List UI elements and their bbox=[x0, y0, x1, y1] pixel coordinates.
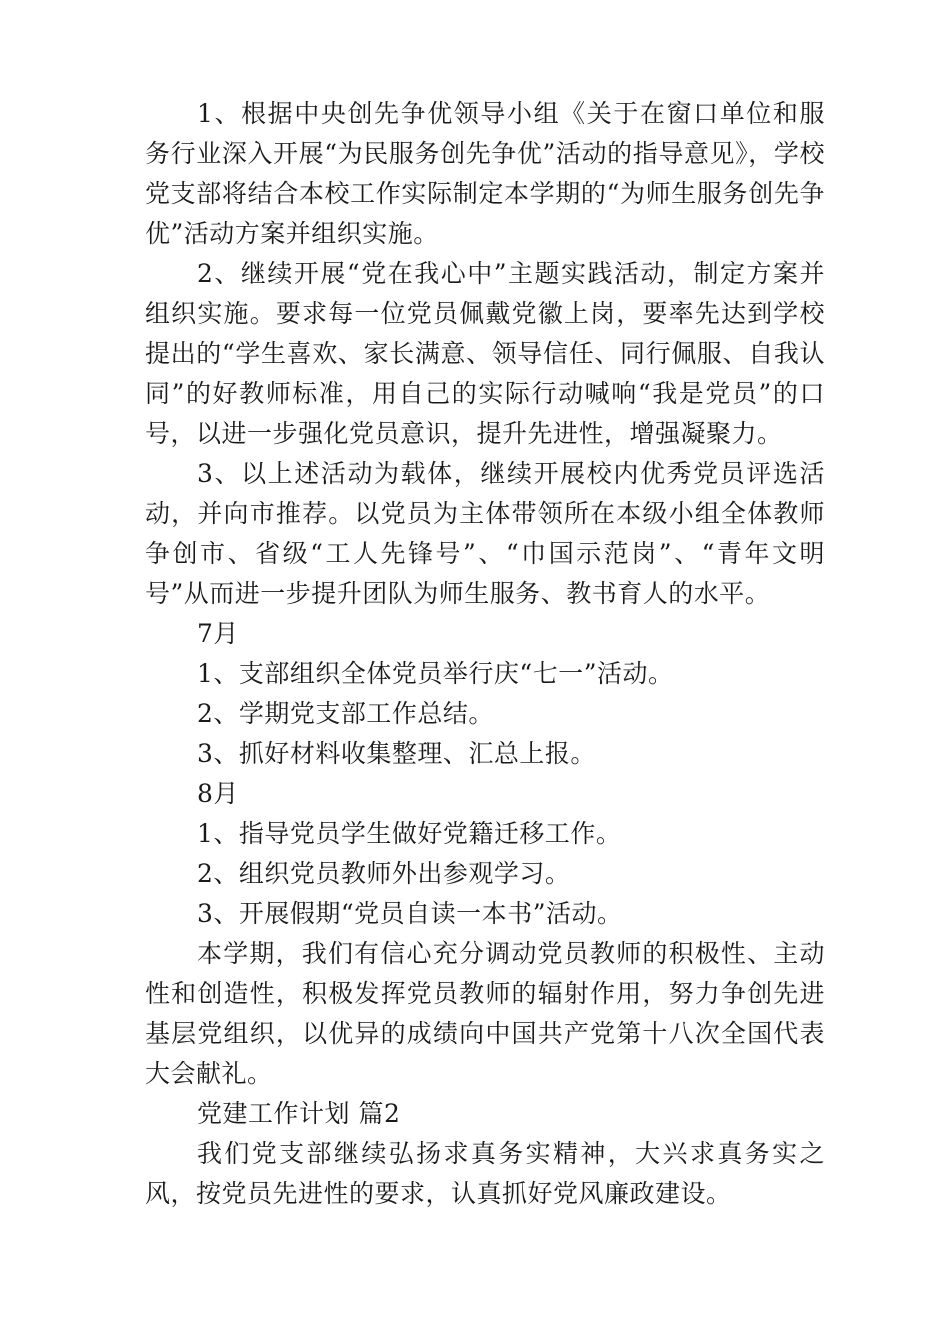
paragraph-item-1: 1、根据中央创先争优领导小组《关于在窗口单位和服务行业深入开展“为民服务创先争优”活动的指导意见》，学校党支部将结合本校工作实际制定本学期的“为师生服务创先争优”活动方案并组织实施。 bbox=[145, 99, 825, 248]
month-heading-july: 7月 bbox=[197, 619, 239, 648]
paragraph-item-2: 2、继续开展“党在我心中”主题实践活动，制定方案并组织实施。要求每一位党员佩戴党徽上岗，要率先达到学校提出的“学生喜欢、家长满意、领导信任、同行佩服、自我认同”的好教师标准，用自己的实际行动喊响“我是党员”的口号，以进一步强化党员意识，提升先进性，增强凝聚力。 bbox=[145, 259, 825, 448]
month-heading-august: 8月 bbox=[197, 779, 239, 808]
august-item-1: 1、指导党员学生做好党籍迁移工作。 bbox=[197, 819, 622, 848]
july-item-2: 2、学期党支部工作总结。 bbox=[197, 699, 494, 728]
section-heading-plan-2: 党建工作计划 篇2 bbox=[197, 1099, 401, 1128]
august-item-2: 2、组织党员教师外出参观学习。 bbox=[197, 859, 571, 888]
plan-2-intro-paragraph: 我们党支部继续弘扬求真务实精神，大兴求真务实之风，按党员先进性的要求，认真抓好党风廉政建设。 bbox=[145, 1139, 825, 1208]
july-item-3: 3、抓好材料收集整理、汇总上报。 bbox=[197, 739, 596, 768]
semester-summary-paragraph: 本学期，我们有信心充分调动党员教师的积极性、主动性和创造性，积极发挥党员教师的辐射作用，努力争创先进基层党组织，以优异的成绩向中国共产党第十八次全国代表大会献礼。 bbox=[145, 939, 825, 1088]
paragraph-item-3: 3、以上述活动为载体，继续开展校内优秀党员评选活动，并向市推荐。以党员为主体带领所在本级小组全体教师争创市、省级“工人先锋号”、“巾国示范岗”、“青年文明号”从而进一步提升团队为师生服务、教书育人的水平。 bbox=[145, 459, 825, 608]
document-body bbox=[145, 94, 825, 1214]
august-item-3: 3、开展假期“党员自读一本书”活动。 bbox=[197, 899, 623, 928]
july-item-1: 1、支部组织全体党员举行庆“七一”活动。 bbox=[197, 659, 674, 688]
